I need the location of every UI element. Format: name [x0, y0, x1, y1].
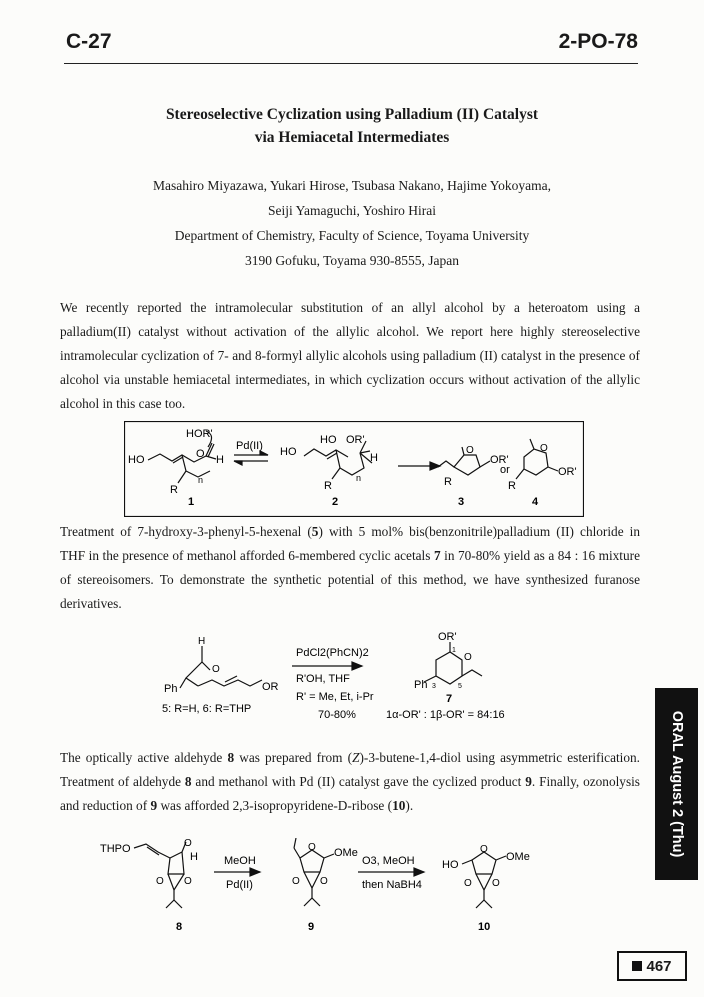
carbonyl-o-label-8: O [184, 838, 192, 849]
ome-label-9: OMe [334, 847, 358, 859]
or-prime-label-3: OR' [490, 454, 509, 466]
compound-label-3: 3 [458, 496, 465, 508]
reagent-ozone: O3, MeOH [362, 855, 415, 867]
or-sub-label: OR [262, 681, 279, 693]
reaction-yield: 70-80% [318, 709, 356, 721]
reagent-pdcl2: PdCl2(PhCN)2 [296, 647, 369, 659]
anomeric-or-label: OR' [438, 631, 457, 643]
compound-label-10: 10 [478, 921, 491, 933]
paper-title-line2: via Hemiacetal Intermediates [254, 129, 450, 146]
carbonyl-o-label: O [212, 664, 220, 675]
r-label-4: R [508, 480, 516, 492]
compound-label-8: 8 [176, 921, 183, 933]
thpo-label: THPO [100, 843, 131, 855]
hemiacetal-oh-label: HO [320, 434, 337, 446]
n-label: n [198, 475, 204, 485]
ring-o-label-10: O [480, 844, 488, 855]
or-word: or [500, 464, 510, 476]
reagent-roh-thf: R'OH, THF [296, 673, 350, 685]
reagent-hor: HOR' [186, 428, 213, 440]
locant-1: 1 [452, 647, 456, 654]
oxygen-label: O [196, 448, 205, 460]
reagent-nabh4: then NaBH4 [362, 879, 422, 891]
synthesis-paragraph: The optically active aldehyde 8 was prepared from (Z)-3-butene-1,4-diol using asymmetric esterification. Treatment of aldehyde 8 and methanol with Pd (II) catalyst gave the cyclized product 9. Finally, ozonolysis and reduction of 9 was afforded 2,3-isopropyridene-D-ribose (10). [60, 750, 640, 813]
acetonide-o-right-10: O [492, 878, 500, 889]
ome-label-10: OMe [506, 851, 530, 863]
phenyl-label: Ph [164, 683, 178, 695]
abstract-code-left: C-27 [66, 30, 112, 53]
r-label: R [170, 484, 178, 496]
compound-label-4: 4 [532, 496, 539, 508]
affiliation-department: Department of Chemistry, Faculty of Science, Toyama University [174, 228, 530, 243]
page-number: 467 [646, 957, 672, 975]
catalyst-pd-ii: Pd(II) [236, 440, 263, 452]
acetonide-o-right-8: O [184, 876, 192, 887]
intro-paragraph: We recently reported the intramolecular substitution of an allyl alcohol by a heteroatom using a palladium(II) catalyst without activation of the allylic alcohol. We report here highly stereoselective intramolecular cyclization of 7- and 8-formyl allylic alcohols using palladium (II) catalyst in the presence of alcohol via unstable hemiacetal intermediates, in which cyclization occurs without activation of the allylic alcohol in this case too. [60, 300, 640, 411]
acetonide-o-left-9: O [292, 876, 300, 887]
ring-oxygen-label: O [466, 445, 474, 456]
abstract-code-right: 2-PO-78 [558, 30, 638, 53]
aldehyde-h-label-8: H [190, 851, 198, 863]
hydrogen-label: H [216, 454, 224, 466]
aldehyde-h-label: H [198, 636, 206, 647]
scheme-3-ribose-synthesis [100, 838, 580, 938]
n-label-2: n [356, 473, 362, 483]
authors-line1: Masahiro Miyazawa, Yukari Hirose, Tsubasa Nakano, Hajime Yokoyama, [153, 178, 551, 193]
phenyl-label-2: Ph [414, 679, 428, 691]
compound-label-1: 1 [188, 496, 195, 508]
ring-o-label-9: O [308, 842, 316, 853]
or-prime-label: OR' [346, 434, 365, 446]
locant-5: 5 [458, 683, 462, 690]
or-prime-label-4: OR' [558, 466, 577, 478]
affiliation-address: 3190 Gofuku, Toyama 930-8555, Japan [244, 253, 460, 268]
r-label-2: R [324, 480, 332, 492]
anomer-ratio: 1α-OR' : 1β-OR' = 84:16 [386, 709, 505, 721]
acetonide-o-right-9: O [320, 876, 328, 887]
reagent-r-definition: R' = Me, Et, i-Pr [296, 691, 374, 703]
acetonide-o-left-10: O [464, 878, 472, 889]
hydroxy-label-2: HO [280, 446, 297, 458]
page-number-box [617, 951, 687, 981]
acetonide-o-left-8: O [156, 876, 164, 887]
product-label-7: 7 [446, 693, 453, 705]
scheme-2-cyclic-acetal [150, 630, 550, 725]
hydroxy-label-10: HO [442, 859, 459, 871]
session-side-tab: ORAL August 2 (Thu) [655, 688, 698, 880]
reagent-pd-ii: Pd(II) [226, 879, 253, 891]
compound-label-2: 2 [332, 496, 339, 508]
square-icon [632, 961, 642, 971]
locant-3: 3 [432, 683, 436, 690]
results-paragraph: Treatment of 7-hydroxy-3-phenyl-5-hexenal (5) with 5 mol% bis(benzonitrile)palladium (II) chloride in THF in the presence of methanol afforded 6-membered cyclic acetals 7 in 70-80% yield as a 84 : 16 mixture of stereoisomers. To demonstrate the synthetic potential of this method, we have synthesized furanose derivatives. [60, 524, 641, 611]
hydrogen-label-2: H [370, 452, 378, 464]
ring-o-label: O [464, 652, 472, 663]
authors-line2: Seiji Yamaguchi, Yoshiro Hirai [267, 203, 436, 218]
paper-title-line1: Stereoselective Cyclization using Palladium (II) Catalyst [165, 106, 539, 123]
compound-label-9: 9 [308, 921, 315, 933]
substrate-label: 5: R=H, 6: R=THP [162, 703, 252, 715]
reagent-meoh: MeOH [224, 855, 256, 867]
header-rule [64, 63, 638, 64]
scheme-1-hemiacetal-cyclization [124, 421, 584, 517]
ring-oxygen-label-4: O [540, 443, 548, 454]
hydroxy-label: HO [128, 454, 145, 466]
r-label-3: R [444, 476, 452, 488]
